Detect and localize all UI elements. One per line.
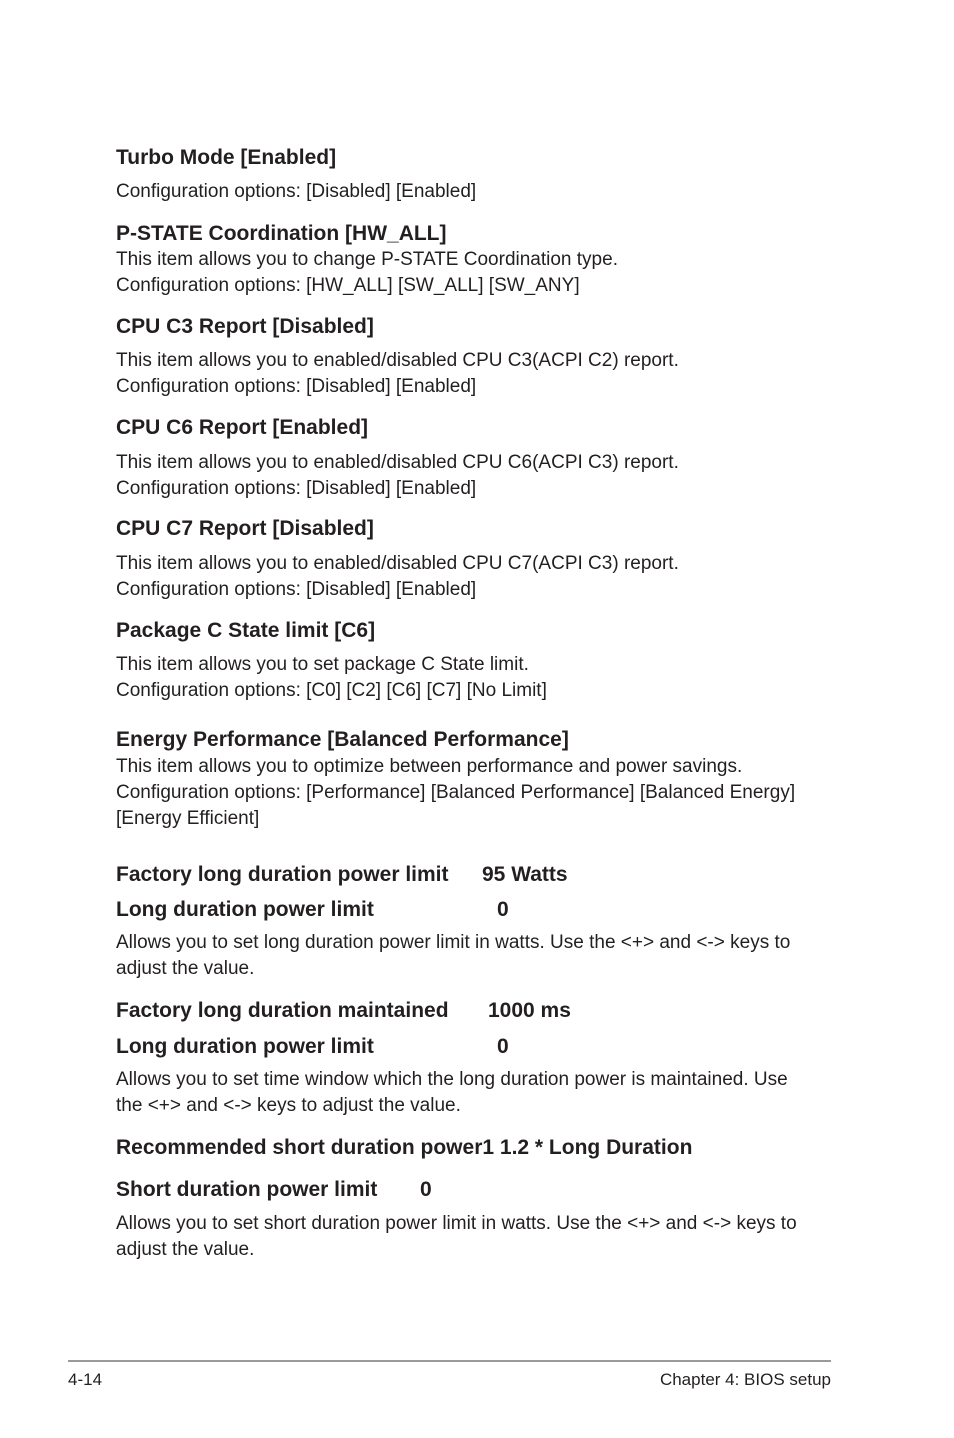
long-duration-power-value: 0	[497, 898, 509, 921]
page-number: 4-14	[68, 1370, 103, 1389]
pstate-coordination-options: Configuration options: [HW_ALL] [SW_ALL] [SW_ANY]	[116, 275, 580, 296]
footer-divider	[68, 1360, 831, 1362]
short-duration-power-value: 0	[420, 1178, 432, 1201]
long-duration-power-label: Long duration power limit	[116, 898, 374, 921]
cpu-c3-report-description: This item allows you to enabled/disabled CPU C3(ACPI C2) report.	[116, 350, 679, 371]
long-duration-maintained-description: Allows you to set time window which the long duration power is maintained. Use	[116, 1069, 788, 1090]
pstate-coordination-heading: P-STATE Coordination [HW_ALL]	[116, 222, 447, 245]
turbo-mode-heading: Turbo Mode [Enabled]	[116, 146, 337, 169]
package-c-state-options: Configuration options: [C0] [C2] [C6] [C7] [No Limit]	[116, 680, 547, 701]
cpu-c6-report-options: Configuration options: [Disabled] [Enabled]	[116, 478, 477, 499]
long-duration-power-description-cont: adjust the value.	[116, 958, 255, 979]
energy-performance-heading: Energy Performance [Balanced Performance]	[116, 728, 569, 751]
cpu-c7-report-options: Configuration options: [Disabled] [Enabled]	[116, 579, 477, 600]
cpu-c3-report-heading: CPU C3 Report [Disabled]	[116, 315, 374, 338]
turbo-mode-options: Configuration options: [Disabled] [Enabled]	[116, 181, 477, 202]
factory-long-duration-maintained-value: 1000 ms	[488, 999, 571, 1022]
cpu-c7-report-heading: CPU C7 Report [Disabled]	[116, 517, 374, 540]
cpu-c6-report-description: This item allows you to enabled/disabled CPU C6(ACPI C3) report.	[116, 452, 679, 473]
factory-long-duration-maintained-label: Factory long duration maintained	[116, 999, 449, 1022]
recommended-short-duration-heading: Recommended short duration power1 1.2 * Long Duration	[116, 1136, 693, 1159]
long-duration-maintained-description-cont: the <+> and <-> keys to adjust the value.	[116, 1095, 461, 1116]
long-duration-maintained-value: 0	[497, 1035, 509, 1058]
long-duration-maintained-label: Long duration power limit	[116, 1035, 374, 1058]
energy-performance-options: Configuration options: [Performance] [Balanced Performance] [Balanced Energy]	[116, 782, 796, 803]
short-duration-power-description-cont: adjust the value.	[116, 1239, 255, 1260]
pstate-coordination-description: This item allows you to change P-STATE Coordination type.	[116, 249, 618, 270]
package-c-state-heading: Package C State limit [C6]	[116, 619, 376, 642]
energy-performance-description: This item allows you to optimize between performance and power savings.	[116, 756, 743, 777]
cpu-c7-report-description: This item allows you to enabled/disabled CPU C7(ACPI C3) report.	[116, 553, 679, 574]
chapter-title: Chapter 4: BIOS setup	[659, 1370, 831, 1389]
cpu-c6-report-heading: CPU C6 Report [Enabled]	[116, 416, 369, 439]
short-duration-power-description: Allows you to set short duration power limit in watts. Use the <+> and <-> keys to	[116, 1213, 797, 1234]
energy-performance-options-cont: [Energy Efficient]	[116, 808, 260, 829]
cpu-c3-report-options: Configuration options: [Disabled] [Enabled]	[116, 376, 477, 397]
short-duration-power-label: Short duration power limit	[116, 1178, 378, 1201]
long-duration-power-description: Allows you to set long duration power limit in watts. Use the <+> and <-> keys to	[116, 932, 791, 953]
factory-long-duration-power-value: 95 Watts	[482, 863, 568, 886]
package-c-state-description: This item allows you to set package C State limit.	[116, 654, 529, 675]
factory-long-duration-power-label: Factory long duration power limit	[116, 863, 449, 886]
